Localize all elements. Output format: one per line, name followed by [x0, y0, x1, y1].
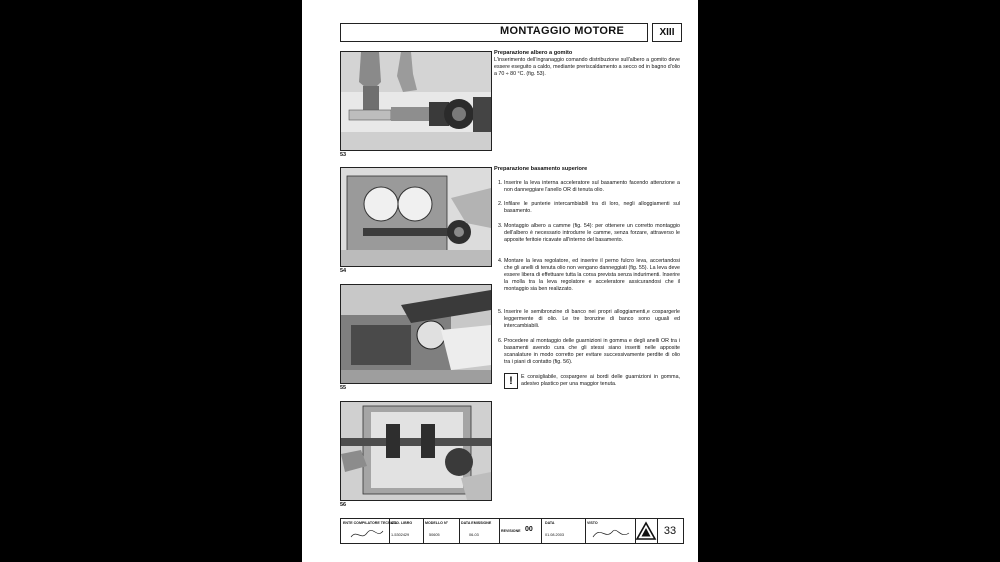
figure-56-number: 56	[340, 502, 347, 508]
data-emissione-value: 06-03	[469, 533, 479, 537]
crankcase-gaskets-photo	[341, 402, 491, 500]
step-number: 3.	[498, 223, 503, 229]
step-text: Infilare le punterie intercambiabili tra di loro, negli alloggiamenti sul basamento.	[504, 201, 680, 214]
data-label: DATA	[545, 521, 555, 525]
modello-value: 50605	[429, 533, 440, 537]
visto-label: VISTO	[587, 521, 598, 525]
figure-54-number: 54	[340, 268, 347, 274]
revisione-label: REVISIONE	[501, 529, 521, 533]
step-6	[498, 338, 680, 366]
step-3	[498, 223, 680, 244]
step-text: Inserire le semibronzine di banco nei propri alloggiamenti,e cospargerle leggermente di olio. Le tre bronzine di banco sono uguali ed intercambiabili.	[504, 309, 680, 329]
modello-label: MODELLO N°	[425, 521, 448, 525]
warning-triangle-icon	[635, 519, 657, 543]
step-number: 1.	[498, 180, 503, 186]
section-body-crankshaft: L'inserimento dell'ingranaggio comando distribuzione sull'albero a gomito deve essere eseguito a caldo, mediante preriscaldamento a secco od in bagno d'olio a 70 ÷ 80 °C. (fig. 53).	[494, 57, 680, 78]
footer-cell-data-emissione	[459, 519, 500, 543]
footer-cell-cod-libro	[389, 519, 424, 543]
note-text: E consigliabile, cospargere ai bordi delle guarnizioni in gomma, adesivo plastico per una maggior tenuta.	[521, 374, 680, 387]
footer-cell-data	[541, 519, 586, 543]
page-number: 33	[663, 525, 677, 537]
step-number: 2.	[498, 201, 503, 207]
section-heading-crankcase: Preparazione basamento superiore	[494, 166, 588, 172]
cod-libro-label: COD. LIBRO	[391, 521, 413, 525]
footer-table	[340, 518, 684, 544]
step-4	[498, 258, 680, 293]
step-1	[498, 180, 680, 194]
step-number: 4.	[498, 258, 503, 264]
footer-cell-visto	[585, 519, 636, 543]
figure-55	[340, 284, 492, 384]
figure-55-number: 55	[340, 385, 347, 391]
cod-libro-value: 1-5302429	[391, 533, 410, 537]
footer-cell-ente	[341, 519, 398, 543]
step-2	[498, 201, 680, 215]
figure-53-number: 53	[340, 152, 347, 158]
footer-cell-warning	[635, 519, 658, 543]
warning-icon: !	[504, 373, 518, 389]
footer-cell-modello	[423, 519, 460, 543]
data-emissione-label: DATA EMISSIONE	[461, 521, 492, 525]
step-text: Inserire la leva interna acceleratore sul basamento facendo attenzione a non danneggiare l'anello OR di tenuta olio.	[504, 180, 680, 193]
step-text: Montare la leva regolatore, ed inserire il perno fulcro leva, accertandosi che gli anelli di tenuta olio non vengano danneggiati (fig. 55). La leva deve essere libera di effettuare tutta la corsa prevista senza indurimenti. Inserire la molla tra la leva regolatore e acceleratore assicurandosi che il montaggio sia ben realizzato.	[504, 258, 680, 292]
manual-page	[302, 0, 698, 562]
page-title: MONTAGGIO MOTORE	[500, 25, 625, 37]
revisione-value: 00	[525, 526, 533, 533]
footer-cell-revisione	[499, 519, 542, 543]
ente-label: ENTE COMPILATORE TECNATL	[343, 521, 398, 525]
governor-lever-photo	[341, 285, 491, 383]
camshaft-assembly-photo	[341, 168, 491, 266]
section-heading-crankshaft: Preparazione albero a gomito	[494, 50, 573, 56]
figure-53	[340, 51, 492, 151]
crankshaft-photo	[341, 52, 491, 150]
figure-54	[340, 167, 492, 267]
step-text: Procedere al montaggio delle guarnizioni in gomma e degli anelli OR tra i basamenti avendo cura che gli stessi siano inseriti nelle apposite scanalature in modo corretto per evitare successivamente perdite di olio tra i piani di contatto (fig. 56).	[504, 338, 680, 365]
signature-visto	[591, 525, 631, 541]
figure-56	[340, 401, 492, 501]
step-number: 6.	[498, 338, 503, 344]
chapter-number: XIII	[652, 23, 682, 42]
data-value: 01.08.2003	[545, 533, 565, 537]
step-number: 5.	[498, 309, 503, 315]
signature-ente	[349, 527, 385, 541]
step-text: Montaggio albero a camme (fig. 54): per ottenere un corretto montaggio dell'albero è necessario introdurre le camme, senza forzare, attraverso le apposite feritoie ricavate all'interno del basamento.	[504, 223, 680, 243]
step-5	[498, 309, 680, 330]
